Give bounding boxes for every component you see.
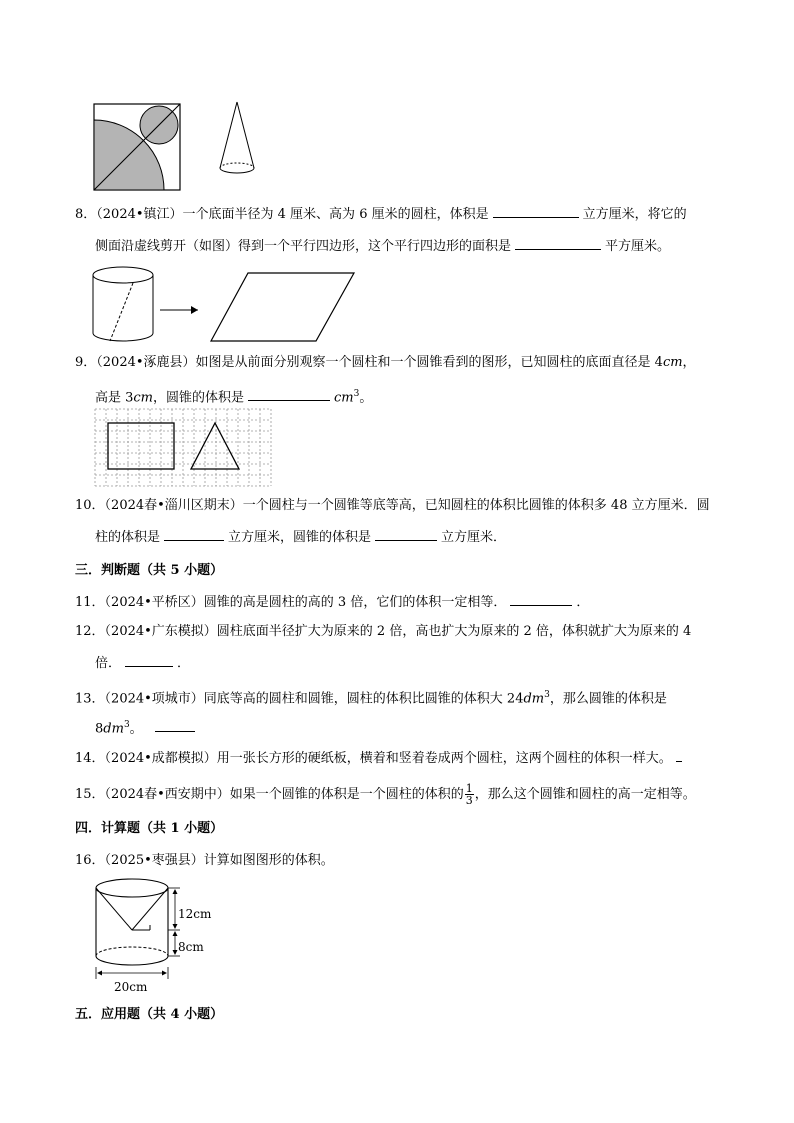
q9-line-1: 9．（2024•涿鹿县）如图是从前面分别观察一个圆柱和一个圆锥看到的图形，已知圆柱的底面直径是 4cm，: [75, 355, 696, 370]
q9-line-2: 高是 3cm，圆锥的体积是 $cm^3$。: [95, 389, 373, 406]
section-4-heading: 四．计算题（共 1 小题）: [75, 821, 224, 836]
q13-line-2: $8dm^3$。: [95, 716, 199, 738]
dimension-label-12cm: 12cm: [178, 907, 212, 921]
square-quarter-circle-figure: [93, 103, 183, 193]
q10-line-2: 柱的体积是 立方厘米，圆锥的体积是 立方厘米．: [95, 530, 507, 545]
section-3-heading: 三．判断题（共 5 小题）: [75, 563, 224, 578]
fraction-one-third: $\frac{1}{3}$: [465, 782, 473, 807]
dimension-label-8cm: 8cm: [178, 940, 204, 954]
answer-blank[interactable]: [375, 528, 437, 541]
q14-line: 14．（2024•成都模拟）用一张长方形的硬纸板，横着和竖着卷成两个圆柱，这两个圆柱的体积一样大。: [75, 749, 686, 768]
q8-line-2: 侧面沿虚线剪开（如图）得到一个平行四边形，这个平行四边形的面积是 平方厘米。: [95, 239, 671, 254]
q12-line-2: 倍． ．: [95, 656, 191, 671]
answer-blank[interactable]: [515, 237, 601, 250]
q16-line: 16．（2025•枣强县）计算如图图形的体积。: [75, 853, 334, 868]
cylinder-with-cone-figure: [88, 875, 228, 995]
section-5-heading: 五．应用题（共 4 小题）: [75, 1007, 224, 1022]
answer-blank[interactable]: [125, 654, 173, 667]
answer-blank[interactable]: [155, 719, 195, 732]
answer-blank[interactable]: [164, 528, 224, 541]
q11-line: 11．（2024•平桥区）圆锥的高是圆柱的高的 3 倍，它们的体积一定相等． ．: [75, 595, 590, 610]
q12-line-1: 12．（2024•广东模拟）圆柱底面半径扩大为原来的 2 倍，高也扩大为原来的 2 倍，体积就扩大为原来的 4: [75, 624, 692, 639]
q10-line-1: 10．（2024春•淄川区期末）一个圆柱与一个圆锥等底等高，已知圆柱的体积比圆锥的体积多 48 立方厘米．圆: [75, 498, 710, 513]
answer-blank[interactable]: [248, 388, 330, 401]
q13-line-1: 13．（2024•项城市）同底等高的圆柱和圆锥，圆柱的体积比圆锥的体积大 $24dm^3$，那么圆锥的体积是: [75, 690, 667, 707]
grid-rectangle-triangle-figure: [94, 408, 274, 488]
q8-line-1: 8．（2024•镇江）一个底面半径为 4 厘米、高为 6 厘米的圆柱，体积是 立方厘米，将它的: [75, 207, 687, 222]
answer-blank[interactable]: [493, 205, 579, 218]
cylinder-to-parallelogram-figure: [90, 265, 390, 345]
cone-figure: [216, 100, 260, 180]
q15-line: 15．（2024春•西安期中）如果一个圆锥的体积是一个圆柱的体积的 $\frac{1}{3}$ ，那么这个圆锥和圆柱的高一定相等。: [75, 782, 696, 807]
answer-blank[interactable]: [676, 749, 682, 762]
dimension-label-20cm: 20cm: [114, 980, 148, 994]
answer-blank[interactable]: [510, 593, 572, 606]
